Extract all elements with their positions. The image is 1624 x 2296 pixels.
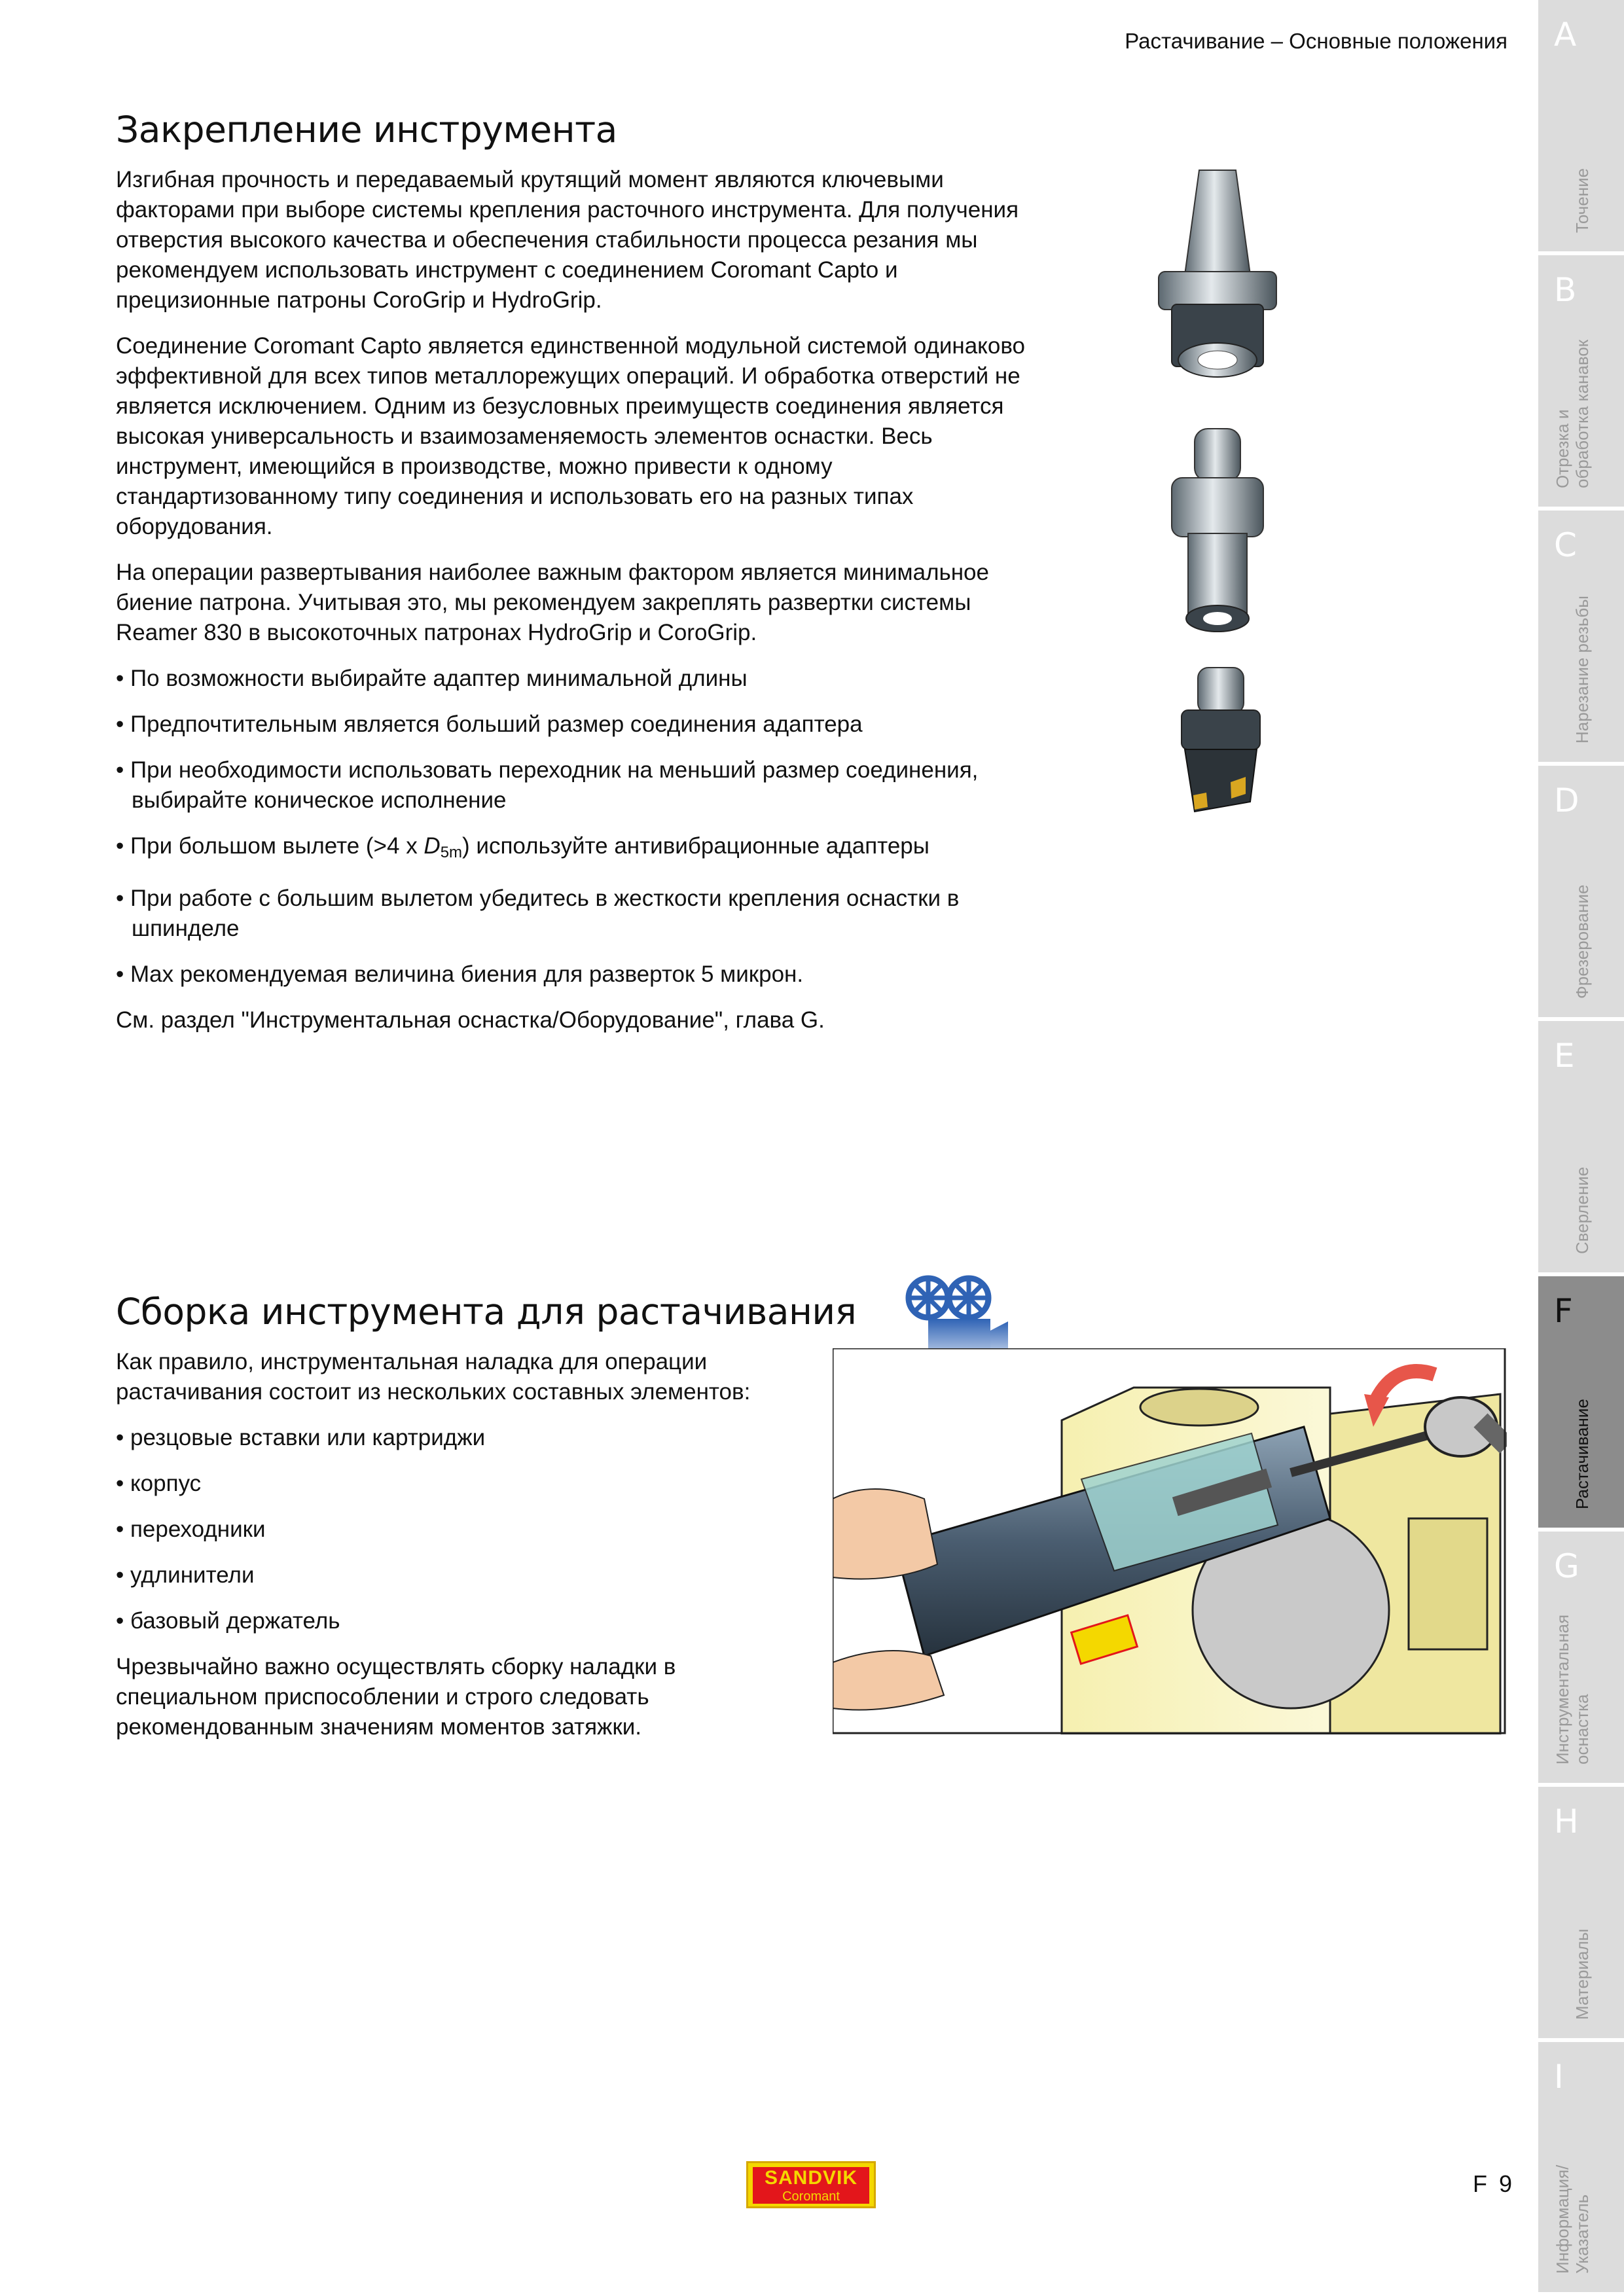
sidebar-tab-a[interactable]: A Точение [1538, 0, 1624, 255]
logo-text-bottom: Coromant [753, 2189, 869, 2204]
list-item: • корпус [116, 1471, 202, 1496]
paragraph: Как правило, инструментальная наладка для операции растачивания состоит из нескольких составных элементов: [116, 1349, 751, 1405]
list-item: • базовый держатель [116, 1608, 340, 1634]
sidebar-tab-b[interactable]: B Отрезка и обработка канавок [1538, 255, 1624, 511]
section-heading-boring-assembly: Сборка инструмента для растачивания [116, 1291, 857, 1333]
bullet-item [116, 831, 1045, 868]
tab-letter: G [1554, 1547, 1579, 1585]
paragraph: На операции развертывания наиболее важным фактором является минимальное биение патрона. Учитывая это, мы рекомендуем закреплять развертки системы Reamer 830 в высокоточных патронах HydroGrip и CoroGrip. [116, 560, 989, 645]
variable-d: D [424, 833, 441, 859]
section-tool-clamping-body [116, 165, 1045, 1051]
logo-text-top: SANDVIK [753, 2167, 869, 2189]
sandvik-coromant-logo [746, 2161, 876, 2208]
paragraph: Соединение Coromant Capto является единственной модульной системой одинаково эффективной для всех типов металлорежущих операций. И обработка отверстий не является исключением. Одним из безусловных преимуществ соединения является высокая универсальность и взаимозаменяемость элементов оснастки. Весь инструмент, имеющийся в производстве, можно привести к одному стандартизованному типу соединения и использовать его на разных типах оборудования. [116, 333, 1026, 539]
bullet-item: • По возможности выбирайте адаптер минимальной длины [116, 666, 748, 691]
sidebar-tab-c[interactable]: C Нарезание резьбы [1538, 511, 1624, 766]
paragraph: Изгибная прочность и передаваемый крутящий момент являются ключевыми факторами при выборе системы крепления расточного инструмента. Для получения отверстия высокого качества и обеспечения стабильности процесса резания мы рекомендуем использовать инструмент с соединением Coromant Capto и прецизионные патроны CoroGrip и HydroGrip. [116, 167, 1019, 313]
tab-letter: H [1554, 1803, 1579, 1840]
chapter-sidebar [1538, 0, 1624, 2296]
tab-letter: C [1554, 526, 1577, 564]
sidebar-tab-d[interactable]: D Фрезерование [1538, 766, 1624, 1021]
section-heading-tool-clamping: Закрепление инструмента [116, 109, 617, 151]
sidebar-tab-i[interactable]: I Информация/ Указатель [1538, 2042, 1624, 2296]
tab-letter: I [1554, 2058, 1564, 2096]
list-item: • резцовые вставки или картриджи [116, 1425, 486, 1450]
capto-holder-image-2 [1159, 425, 1276, 641]
tab-letter: E [1554, 1037, 1575, 1075]
tab-letter: B [1554, 271, 1577, 309]
subscript: 5m [440, 844, 463, 861]
section-boring-assembly-body [116, 1347, 797, 1758]
paragraph: Чрезвычайно важно осуществлять сборку наладки в специальном приспособлении и строго следовать рекомендованным значениям моментов затяжки. [116, 1654, 676, 1740]
list-item: • удлинители [116, 1562, 255, 1588]
sidebar-tab-e[interactable]: E Сверление [1538, 1021, 1624, 1276]
tab-letter: F [1554, 1292, 1573, 1330]
tab-letter: A [1554, 16, 1577, 54]
page-header-title: Растачивание – Основные положения [1125, 29, 1507, 53]
sidebar-tab-g[interactable]: G Инструментальная оснастка [1538, 1532, 1624, 1787]
bullet-text: ) используйте антивибрационные адаптеры [462, 833, 929, 859]
bullet-text: • При большом вылете (>4 x [116, 833, 424, 859]
boring-assembly-illustration [833, 1348, 1507, 1734]
page-number: F 9 [1473, 2170, 1515, 2197]
cross-reference: См. раздел "Инструментальная оснастка/Оборудование", глава G. [116, 1007, 825, 1033]
list-item: • переходники [116, 1516, 266, 1542]
bullet-item: • Предпочтительным является больший размер соединения адаптера [116, 711, 863, 737]
bullet-item: • При необходимости использовать переходник на меньший размер соединения, выбирайте коническое исполнение [116, 757, 979, 813]
sidebar-tab-h[interactable]: H Материалы [1538, 1787, 1624, 2042]
capto-holder-image-3 [1168, 664, 1273, 828]
bullet-item: • При работе с большим вылетом убедитесь в жесткости крепления оснастки в шпинделе [116, 886, 960, 941]
capto-holder-image-1 [1139, 164, 1296, 393]
bullet-item: • Max рекомендуемая величина биения для разверток 5 микрон. [116, 961, 804, 987]
sidebar-tab-f[interactable]: F Растачивание [1538, 1276, 1624, 1532]
tab-letter: D [1554, 781, 1579, 819]
